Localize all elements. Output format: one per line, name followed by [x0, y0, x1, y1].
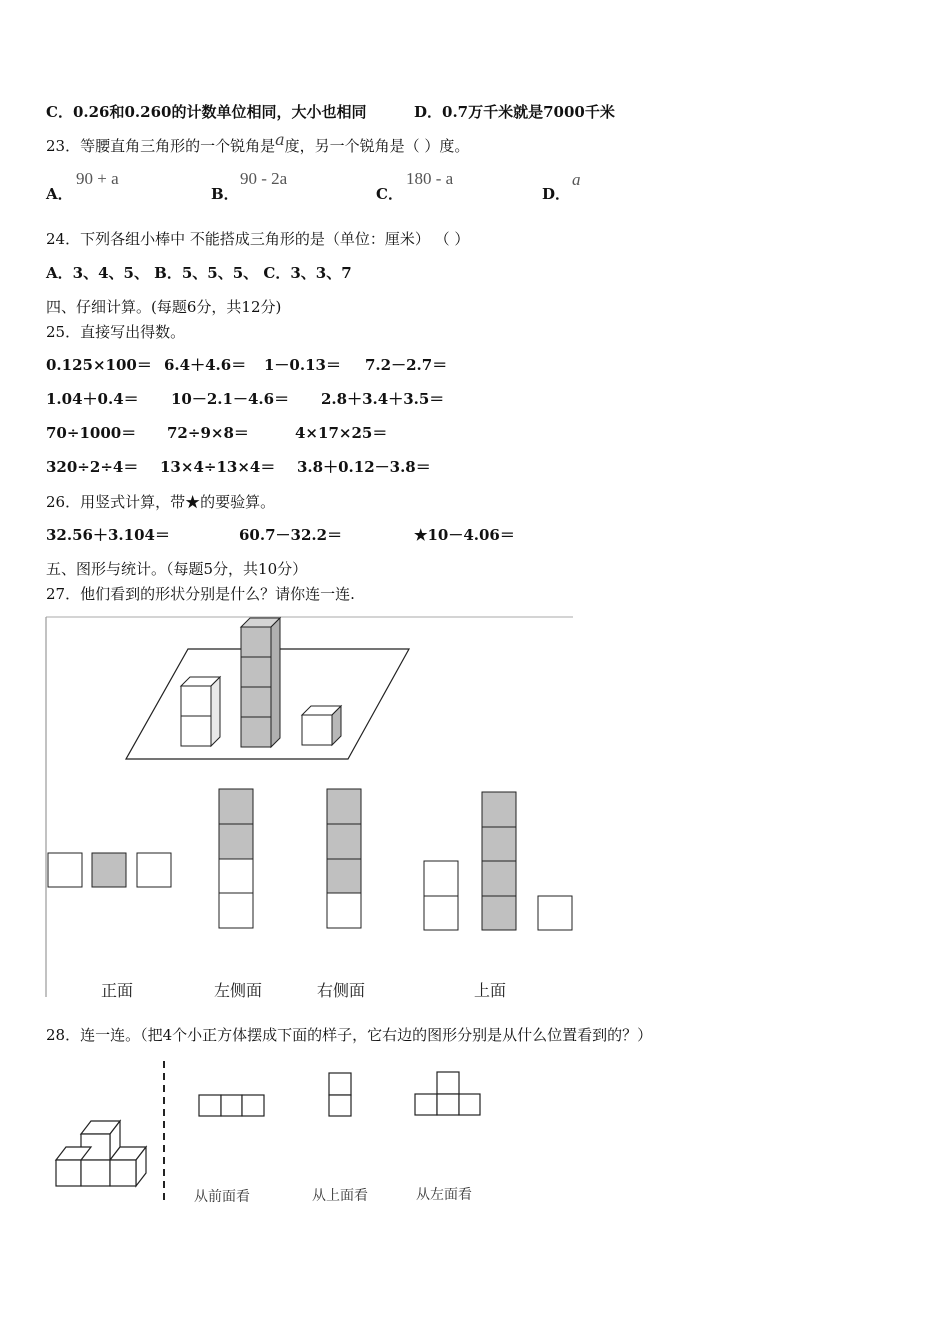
q23-option-d-label: D． [542, 185, 571, 203]
q25-r1-c1: 0.125×100＝ [46, 356, 152, 374]
view-left-shape [219, 789, 253, 928]
q28-cube-arrangement [56, 1121, 146, 1186]
cube-stack-left [181, 677, 220, 746]
q27-stem: 27．他们看到的形状分别是什么？请你连一连. [46, 585, 355, 603]
view-top-shape [424, 792, 572, 930]
q23-stem-b: 度，另一个锐角是（ ）度。 [284, 137, 470, 155]
q25-r4-c2: 13×4÷13×4＝ [160, 458, 276, 476]
q25-r1-c3: 1－0.13＝ [264, 356, 341, 374]
label-right-side: 右侧面 [317, 981, 366, 1000]
section5-title: 五、图形与统计。（每题5分，共10分） [46, 560, 308, 578]
q28-view-row3 [199, 1095, 264, 1116]
q23-option-a-label: A． [46, 185, 73, 203]
q28-view-tshape [415, 1072, 480, 1115]
q25-stem: 25．直接写出得数。 [46, 323, 186, 341]
q25-r4-c3: 3.8＋0.12－3.8＝ [297, 458, 431, 476]
q25-r2-c3: 2.8＋3.4＋3.5＝ [321, 390, 445, 408]
q23-stem-a: 23．等腰直角三角形的一个锐角是 [46, 137, 276, 155]
view-right-shape [327, 789, 361, 928]
label-top: 上面 [474, 981, 507, 1000]
q23-option-b-expr: 90 - 2a [240, 169, 288, 188]
q28-stem: 28．连一连。（把4个小正方体摆成下面的样子，它右边的图形分别是从什么位置看到的？） [46, 1026, 653, 1044]
section4-title: 四、仔细计算。(每题6分，共12分) [46, 298, 282, 316]
q26-item-2: 60.7－32.2＝ [239, 526, 343, 544]
q25-r4-c1: 320÷2÷4＝ [46, 458, 139, 476]
view-front-shape [48, 853, 171, 887]
q22-option-d: D．0.7万千米就是7000千米 [414, 103, 615, 121]
q25-r2-c2: 10－2.1－4.6＝ [171, 390, 290, 408]
q25-r3-c1: 70÷1000＝ [46, 424, 137, 442]
q25-r1-c4: 7.2－2.7＝ [365, 356, 448, 374]
q26-item-1: 32.56＋3.104＝ [46, 526, 170, 544]
q23-option-c-expr: 180 - a [406, 169, 454, 188]
q25-r1-c2: 6.4＋4.6＝ [164, 356, 247, 374]
q28-label-top: 从上面看 [312, 1188, 368, 1204]
label-front: 正面 [101, 981, 134, 1000]
q24-stem: 24．下列各组小棒中 不能搭成三角形的是（单位：厘米） （ ） [46, 230, 470, 248]
q28-label-front: 从前面看 [194, 1189, 250, 1205]
q23-option-a-expr: 90 + a [76, 169, 119, 188]
q23-option-b-label: B． [211, 185, 239, 203]
q26-item-3: ★10－4.06＝ [414, 526, 515, 544]
q23-variable: a [275, 130, 285, 149]
q24-options: A．3、4、5、 B．5、5、5、 C．3、3、7 [46, 264, 352, 282]
q26-stem: 26．用竖式计算，带★的要验算。 [46, 493, 276, 511]
q22-option-c: C．0.26和0.260的计数单位相同，大小也相同 [46, 103, 367, 121]
label-left-side: 左侧面 [214, 981, 263, 1000]
q25-r2-c1: 1.04＋0.4＝ [46, 390, 139, 408]
q28-view-stack2 [329, 1073, 351, 1116]
q28-label-left: 从左面看 [416, 1187, 472, 1203]
q23-option-c-label: C． [376, 185, 403, 203]
cube-single-right [302, 706, 341, 745]
q25-r3-c3: 4×17×25＝ [295, 424, 388, 442]
cube-tower-middle [241, 618, 280, 747]
q23-option-d-expr: a [572, 170, 581, 189]
q25-r3-c2: 72÷9×8＝ [167, 424, 249, 442]
